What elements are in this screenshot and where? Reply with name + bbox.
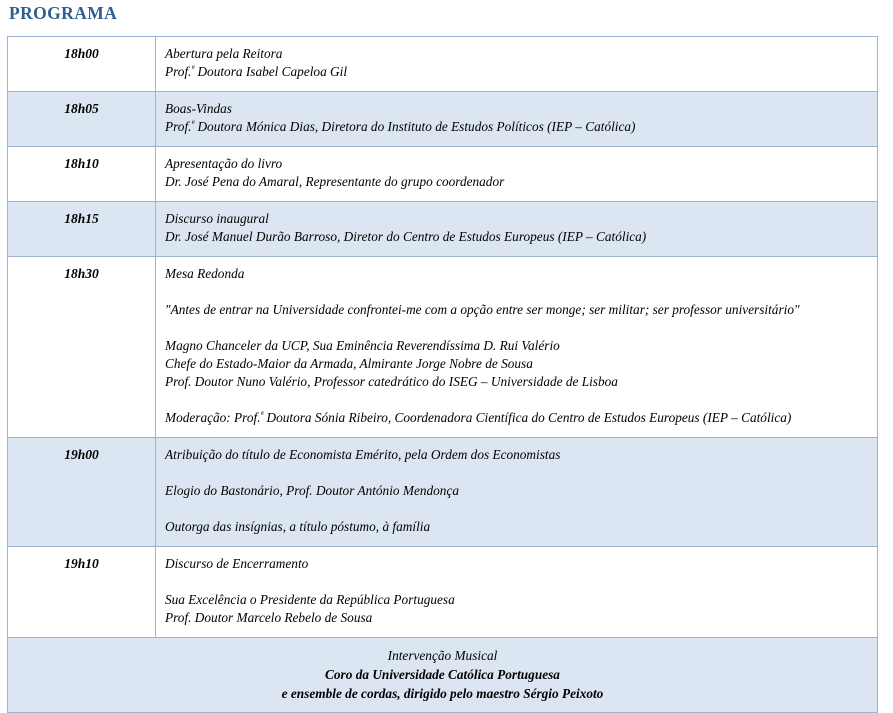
- line-spacer: [165, 500, 871, 518]
- schedule-description: [156, 92, 878, 147]
- schedule-line: Moderação: Prof.$^ª$ Doutora Sónia Ribeiro, Coordenadora Científica do Centro de Estudos Europeus (IEP – Católica): [165, 409, 792, 425]
- schedule-line: Discurso de Encerramento: [165, 556, 309, 571]
- schedule-time: 19h10: [8, 547, 156, 638]
- schedule-line: "Antes de entrar na Universidade confrontei-me com a opção entre ser monge; ser militar; ser professor universitário": [165, 302, 800, 317]
- page-title: PROGRAMA: [9, 3, 118, 23]
- schedule-description: [156, 257, 878, 438]
- schedule-description: [156, 37, 878, 92]
- schedule-description: [156, 202, 878, 257]
- schedule-line: Magno Chanceler da UCP, Sua Eminência Reverendíssima D. Rui Valério: [165, 338, 560, 353]
- musical-performance-cell: [8, 638, 878, 713]
- musical-performance-heading: Intervenção Musical: [387, 648, 498, 663]
- table-row: [8, 257, 878, 438]
- table-row: [8, 438, 878, 547]
- schedule-time: 18h30: [8, 257, 156, 438]
- schedule-time: 18h00: [8, 37, 156, 92]
- schedule-description: [156, 438, 878, 547]
- schedule-line: Prof.$^ª$ Doutora Mónica Dias, Diretora do Instituto de Estudos Políticos (IEP – Católica): [165, 118, 636, 134]
- schedule-time: 18h15: [8, 202, 156, 257]
- schedule-time: 18h05: [8, 92, 156, 147]
- schedule-line: Apresentação do livro: [165, 156, 283, 171]
- line-spacer: [165, 319, 871, 337]
- schedule-time: 18h10: [8, 147, 156, 202]
- table-row: [8, 37, 878, 92]
- schedule-description: [156, 547, 878, 638]
- program-schedule-table: [7, 36, 878, 713]
- schedule-line: Dr. José Manuel Durão Barroso, Diretor do Centro de Estudos Europeus (IEP – Católica): [165, 229, 647, 244]
- schedule-line: Discurso inaugural: [165, 211, 269, 226]
- schedule-line: Prof.$^ª$ Doutora Isabel Capeloa Gil: [165, 63, 348, 79]
- line-spacer: [165, 573, 871, 591]
- table-row: [8, 202, 878, 257]
- schedule-time: 19h00: [8, 438, 156, 547]
- schedule-line: Sua Excelência o Presidente da República Portuguesa: [165, 592, 455, 607]
- schedule-line: Boas-Vindas: [165, 101, 232, 116]
- schedule-line: Mesa Redonda: [165, 266, 245, 281]
- schedule-line: Elogio do Bastonário, Prof. Doutor António Mendonça: [165, 483, 459, 498]
- program-schedule-body: [8, 37, 878, 713]
- line-spacer: [165, 391, 871, 409]
- schedule-description: [156, 147, 878, 202]
- table-row-footer: [8, 638, 878, 713]
- schedule-line: Dr. José Pena do Amaral, Representante do grupo coordenador: [165, 174, 505, 189]
- schedule-line: Chefe do Estado-Maior da Armada, Almirante Jorge Nobre de Sousa: [165, 356, 533, 371]
- schedule-line: Outorga das insígnias, a título póstumo, à família: [165, 519, 431, 534]
- table-row: [8, 92, 878, 147]
- line-spacer: [165, 464, 871, 482]
- schedule-line: Abertura pela Reitora: [165, 46, 283, 61]
- schedule-line: Atribuição do título de Economista Emérito, pela Ordem dos Economistas: [165, 447, 561, 462]
- table-row: [8, 147, 878, 202]
- table-row: [8, 547, 878, 638]
- schedule-line: Prof. Doutor Marcelo Rebelo de Sousa: [165, 610, 373, 625]
- musical-performance-line-2: e ensemble de cordas, dirigido pelo maestro Sérgio Peixoto: [281, 686, 604, 701]
- schedule-line: Prof. Doutor Nuno Valério, Professor catedrático do ISEG – Universidade de Lisboa: [165, 374, 618, 389]
- line-spacer: [165, 283, 871, 301]
- musical-performance-line-1: Coro da Universidade Católica Portuguesa: [325, 667, 560, 682]
